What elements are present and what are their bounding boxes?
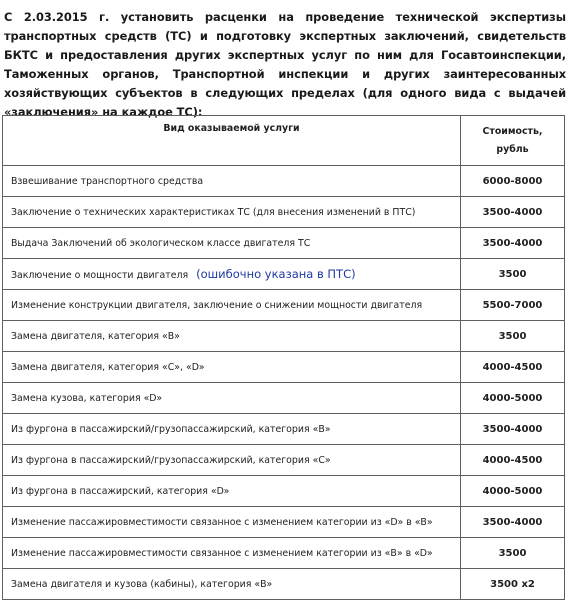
price-cell: 6000-8000 — [461, 166, 565, 197]
price-cell: 4000-5000 — [461, 476, 565, 507]
header-price-label-line1: Стоимость, — [482, 125, 543, 137]
price-cell: 3500-4000 — [461, 507, 565, 538]
price-cell: 3500-4000 — [461, 197, 565, 228]
service-cell — [3, 166, 461, 197]
service-cell — [3, 290, 461, 321]
price-table — [2, 115, 565, 600]
service-cell — [3, 414, 461, 445]
header-price-cell — [461, 116, 565, 166]
service-cell — [3, 445, 461, 476]
service-note: (ошибочно указана в ПТС) — [196, 267, 356, 281]
service-cell — [3, 259, 461, 290]
table-row — [3, 321, 565, 352]
price-cell: 3500 — [461, 321, 565, 352]
price-cell: 4000-4500 — [461, 445, 565, 476]
header-service-cell — [3, 116, 461, 166]
service-cell — [3, 569, 461, 600]
service-name: Из фургона в пассажирский/грузопассажирский, категория «С» — [11, 454, 331, 466]
price-cell: 3500 — [461, 538, 565, 569]
table-row — [3, 476, 565, 507]
service-cell — [3, 476, 461, 507]
header-price-label-line2: рубль — [496, 143, 529, 155]
service-cell — [3, 507, 461, 538]
service-name: Замена кузова, категория «D» — [11, 392, 163, 404]
price-cell: 3500 — [461, 259, 565, 290]
price-cell: 5500-7000 — [461, 290, 565, 321]
table-header-row — [3, 116, 565, 166]
price-cell: 3500-4000 — [461, 228, 565, 259]
service-cell — [3, 352, 461, 383]
table-row — [3, 166, 565, 197]
table-row — [3, 569, 565, 600]
price-cell: 4000-5000 — [461, 383, 565, 414]
service-name: Замена двигателя и кузова (кабины), категория «В» — [11, 578, 273, 590]
service-cell — [3, 197, 461, 228]
table-row — [3, 507, 565, 538]
service-name: Изменение пассажировместимости связанное с изменением категории из «В» в «D» — [11, 547, 433, 559]
service-name: Из фургона в пассажирский, категория «D» — [11, 485, 230, 497]
header-service-label: Вид оказываемой услуги — [163, 123, 300, 134]
service-name: Замена двигателя, категория «В» — [11, 330, 180, 342]
table-row — [3, 538, 565, 569]
service-name: Заключение о мощности двигателя — [11, 270, 189, 281]
table-row — [3, 290, 565, 321]
table-row — [3, 445, 565, 476]
table-row — [3, 383, 565, 414]
intro-paragraph: С 2.03.2015 г. установить расценки на проведение технической экспертизы транспортных средств (ТС) и подготовку экспертных заключений, свидетельств БКТС и предоставления других экспертных услуг по ним для Госавтоинспекции, Таможенных органов, Транспортной инспекции и других заинтересованных хозяйствующих субъектов в следующих пределах (для одного вида с выдачей «заключения» на каждое ТС): — [4, 10, 566, 119]
price-cell: 4000-4500 — [461, 352, 565, 383]
service-name: Из фургона в пассажирский/грузопассажирский, категория «В» — [11, 423, 331, 435]
table-row — [3, 259, 565, 290]
service-cell — [3, 228, 461, 259]
service-cell — [3, 321, 461, 352]
service-name: Выдача Заключений об экологическом классе двигателя ТС — [11, 237, 311, 249]
service-name: Замена двигателя, категория «С», «D» — [11, 361, 205, 373]
price-cell: 3500 х2 — [461, 569, 565, 600]
service-cell — [3, 538, 461, 569]
service-name: Взвешивание транспортного средства — [11, 175, 204, 187]
table-row — [3, 228, 565, 259]
service-name: Изменение конструкции двигателя, заключение о снижении мощности двигателя — [11, 299, 423, 311]
price-cell: 3500-4000 — [461, 414, 565, 445]
service-name: Заключение о технических характеристиках ТС (для внесения изменений в ПТС) — [11, 206, 416, 218]
service-cell — [3, 383, 461, 414]
service-name: Изменение пассажировместимости связанное с изменением категории из «D» в «В» — [11, 516, 433, 528]
table-row — [3, 197, 565, 228]
table-row — [3, 352, 565, 383]
table-row — [3, 414, 565, 445]
